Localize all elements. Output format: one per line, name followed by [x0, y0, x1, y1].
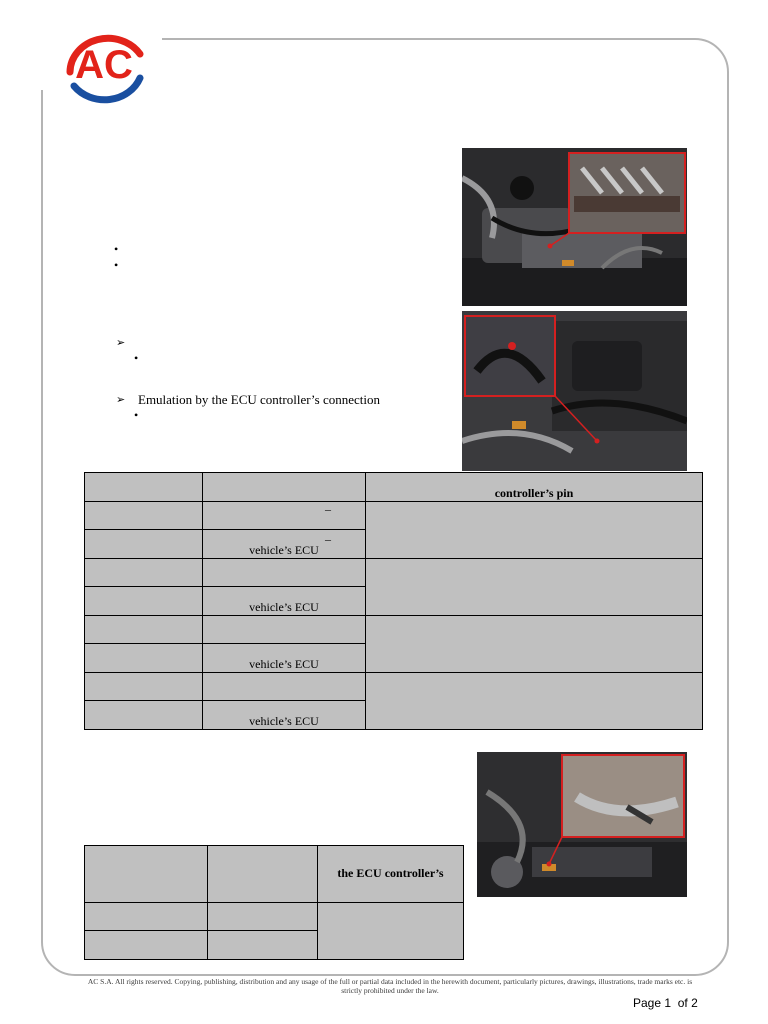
table-cell: [203, 559, 366, 587]
table-cell: [85, 644, 203, 673]
engine-photo-1: [462, 148, 687, 306]
emulation-heading: Emulation by the ECU controller’s connection: [138, 392, 381, 407]
table-cell: vehicle’s ECU: [203, 644, 366, 673]
table-cell: [85, 559, 203, 587]
page-current: 1: [664, 996, 672, 1010]
table-row: [85, 903, 464, 931]
table-row: [85, 559, 703, 587]
logo-ac-icon: [56, 28, 152, 104]
table-cell: vehicle’s ECU: [203, 587, 366, 616]
table-header-row: [85, 473, 703, 502]
arrow-bullet-icon: ➢: [116, 394, 126, 406]
table-header-cell: [85, 473, 203, 502]
table-cell: [85, 701, 203, 730]
bullet-dot-icon: •: [114, 242, 119, 256]
bullet-dot-icon: •: [114, 258, 119, 272]
arrow-bullet-icon: ➢: [116, 337, 126, 349]
engine-photo-3: [477, 752, 687, 897]
table-header-cell: controller’s pin: [366, 473, 703, 502]
page-number: [633, 996, 698, 1010]
dash-mark: –: [325, 532, 331, 546]
table-cell: [203, 616, 366, 644]
ecu-label: vehicle’s ECU: [249, 543, 319, 557]
table-cell: vehicle’s ECU: [203, 701, 366, 730]
table-row: [85, 673, 703, 701]
table-cell: [203, 530, 366, 559]
table-cell: [85, 673, 203, 701]
table-cell-merged: [366, 616, 703, 673]
pinout-table-1: [84, 472, 703, 730]
bullet-dot-icon: •: [134, 408, 139, 422]
copyright-notice: AC S.A. All rights reserved. Copying, publishing, distribution and any usage of the full or partial data included in the herewith document, particularly pictures, drawings, illustrations, trade marks etc. is strictly prohibited under the law.: [87, 977, 693, 995]
table-header-cell: [203, 473, 366, 502]
table-cell: –: [203, 502, 366, 530]
table-cell-merged: [366, 559, 703, 616]
table-header-cell: [85, 846, 208, 903]
page-label: Page: [633, 996, 662, 1010]
page-total: 2: [691, 996, 698, 1010]
table-row: [85, 616, 703, 644]
table-header-cell: the ECU controller’s: [318, 846, 464, 903]
table-cell-merged: [318, 903, 464, 960]
page-of: of: [677, 996, 688, 1010]
table-cell: [85, 530, 203, 559]
table-cell: [85, 931, 208, 960]
table-header-row: [85, 846, 464, 903]
table-cell-merged: [366, 502, 703, 559]
table-cell: [85, 903, 208, 931]
table-cell: [85, 616, 203, 644]
table-cell: [203, 673, 366, 701]
table-cell: [208, 931, 318, 960]
table-cell: [208, 903, 318, 931]
logo-text: AC: [75, 43, 133, 87]
table-cell: [85, 502, 203, 530]
table-row: [85, 502, 703, 530]
table-header-cell: [208, 846, 318, 903]
bullet-dot-icon: •: [134, 351, 139, 365]
table-cell-merged: [366, 673, 703, 730]
table-cell: [85, 587, 203, 616]
pinout-table-2: [84, 845, 464, 960]
engine-photo-2: [462, 311, 687, 471]
